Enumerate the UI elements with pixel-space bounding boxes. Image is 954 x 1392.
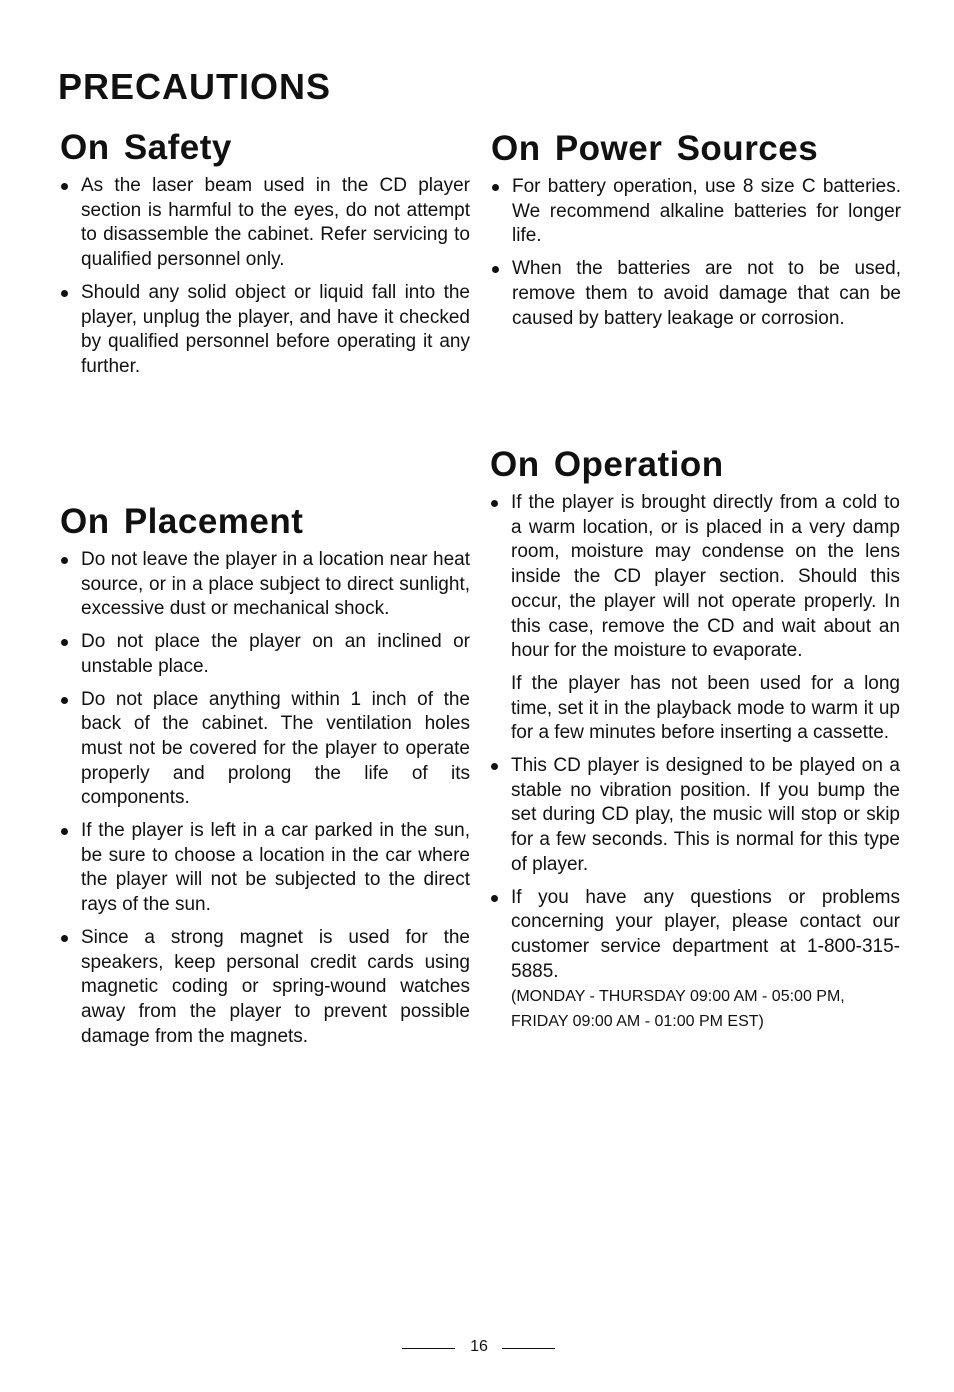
- section-on-placement: [60, 502, 470, 1057]
- list-item: Since a strong magnet is used for the speakers, keep personal credit cards using magnetic coding or spring-wound watches away from the player to prevent possible damage from the magnets.: [60, 926, 470, 1050]
- section-heading-operation: On Operation: [490, 445, 724, 484]
- safety-list: [60, 174, 470, 380]
- section-heading-power: On Power Sources: [491, 129, 819, 168]
- placement-list: [60, 548, 470, 1049]
- service-hours-note: (MONDAY - THURSDAY 09:00 AM - 05:00 PM, FRIDAY 09:00 AM - 01:00 PM EST): [511, 988, 845, 1031]
- list-item: Do not place the player on an inclined or unstable place.: [60, 630, 470, 679]
- list-item: This CD player is designed to be played on a stable no vibration position. If you bump the set during CD play, the music will stop or skip for a few seconds. This is normal for this type of player.: [490, 754, 900, 878]
- power-list: [491, 175, 901, 331]
- list-item: Should any solid object or liquid fall into the player, unplug the player, and have it checked by qualified personnel before operating it any further.: [60, 281, 470, 380]
- page-number: 16: [470, 1338, 488, 1355]
- list-item-continuation: If the player has not been used for a long time, set it in the playback mode to warm it up for a few minutes before inserting a cassette.: [511, 672, 900, 744]
- contact-text: If you have any questions or problems concerning your player, please contact our customer service department at 1-800-315-5885.: [511, 886, 900, 982]
- list-item: If the player is brought directly from a cold to a warm location, or is placed in a very damp room, moisture may condense on the lens inside the CD player section. Should this occur, the player will not operate properly. In this case, remove the CD and wait about an hour for the moisture to evaporate.: [490, 491, 900, 664]
- list-item: [490, 886, 900, 1035]
- list-item: If the player is left in a car parked in the sun, be sure to choose a location in the car where the player will not be subjected to the direct rays of the sun.: [60, 819, 470, 918]
- list-item: For battery operation, use 8 size C batteries. We recommend alkaline batteries for longer life.: [491, 175, 901, 249]
- section-heading-safety: On Safety: [60, 128, 232, 167]
- section-on-safety: [60, 128, 470, 388]
- list-item: When the batteries are not to be used, remove them to avoid damage that can be caused by battery leakage or corrosion.: [491, 257, 901, 331]
- list-item: As the laser beam used in the CD player section is harmful to the eyes, do not attempt to disassemble the cabinet. Refer servicing to qualified personnel only.: [60, 174, 470, 273]
- section-on-power-sources: [491, 129, 901, 339]
- operation-list: [490, 491, 900, 1034]
- page-title: PRECAUTIONS: [58, 66, 332, 107]
- list-item: Do not place anything within 1 inch of the back of the cabinet. The ventilation holes must not be covered for the player to operate properly and prolong the life of its components.: [60, 688, 470, 812]
- section-on-operation: [490, 445, 900, 1042]
- section-heading-placement: On Placement: [60, 502, 304, 541]
- footer-rule-right: [502, 1348, 555, 1349]
- footer-rule-left: [402, 1348, 455, 1349]
- page-footer: [0, 1336, 954, 1360]
- list-item: Do not leave the player in a location near heat source, or in a place subject to direct sunlight, excessive dust or mechanical shock.: [60, 548, 470, 622]
